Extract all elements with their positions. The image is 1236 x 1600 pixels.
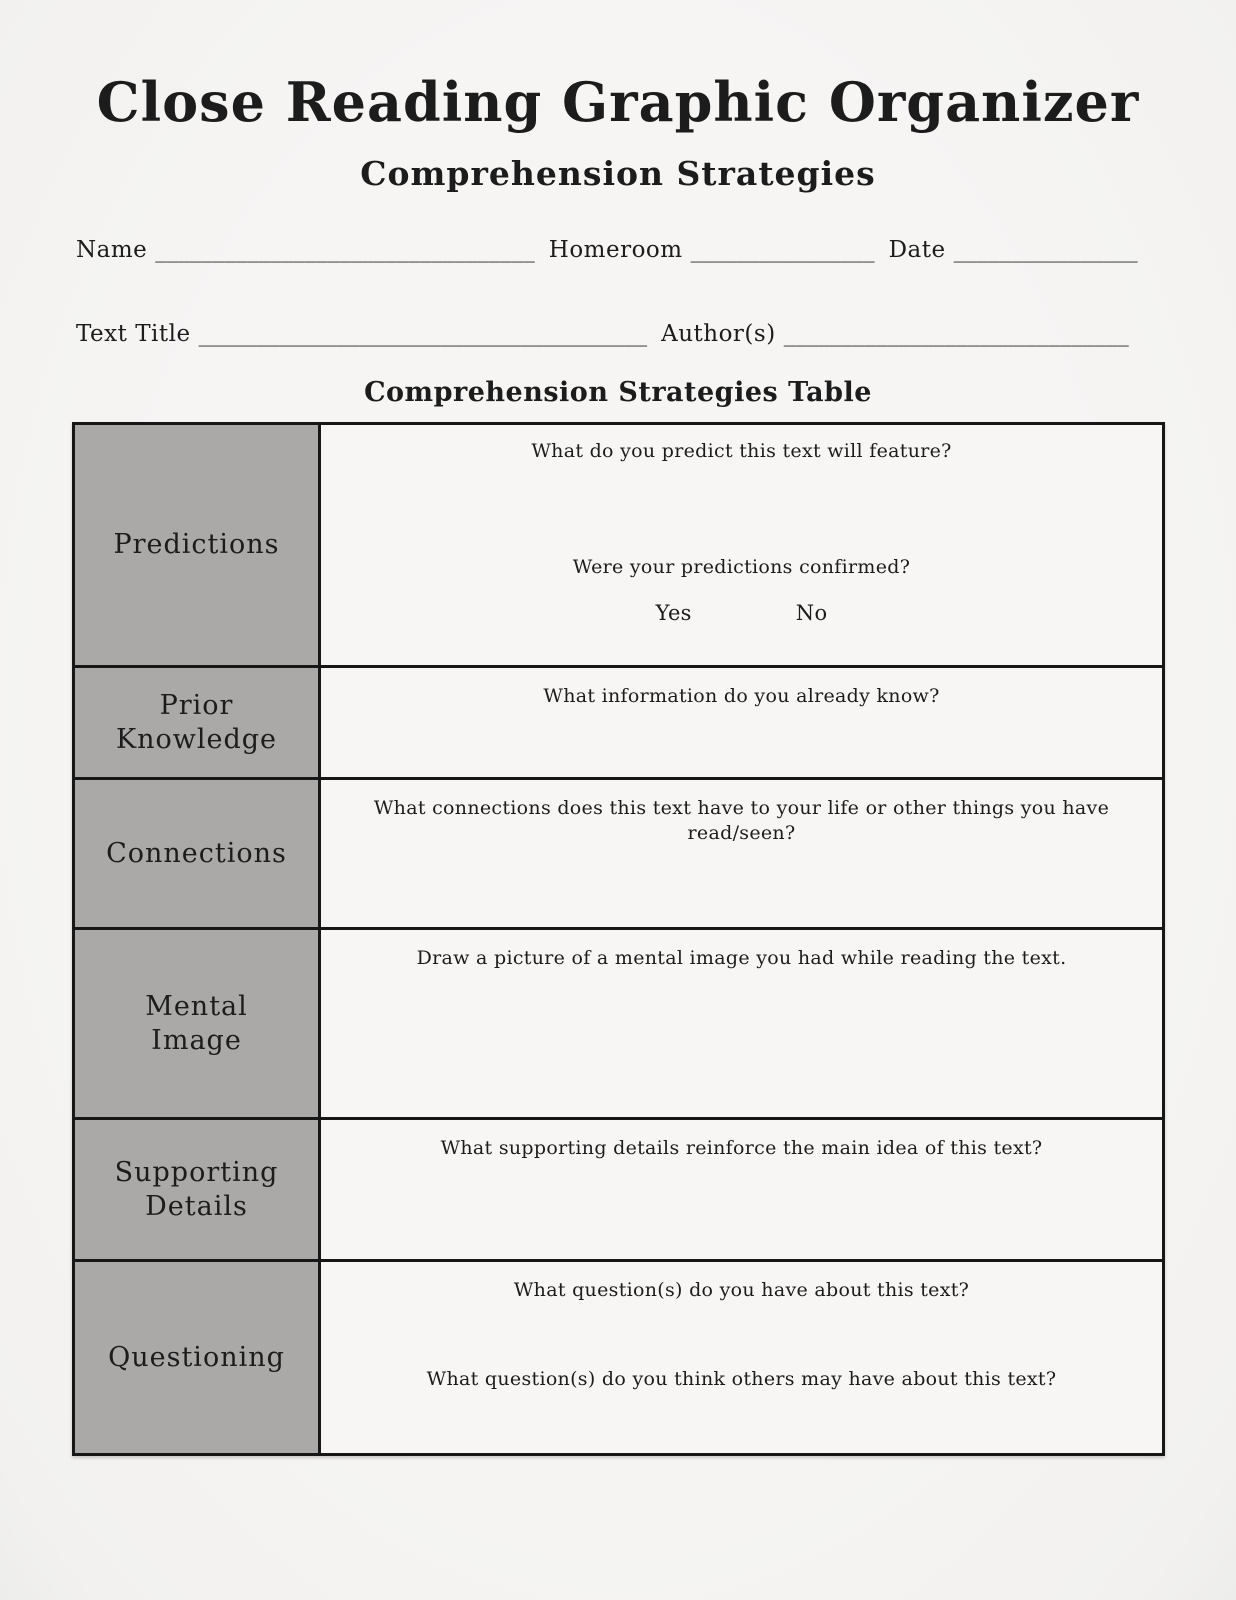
- option-no: No: [795, 600, 828, 625]
- row-header-questioning: Questioning: [75, 1262, 321, 1453]
- page-subtitle: Comprehension Strategies: [360, 154, 876, 193]
- homeroom-blank-line: ________________: [690, 237, 875, 263]
- option-yes: Yes: [655, 600, 692, 625]
- table-row-connections: [75, 777, 1162, 927]
- predictions-cell: [321, 425, 1162, 665]
- text-title-label: Text Title: [76, 321, 191, 347]
- page-title: Close Reading Graphic Organizer: [96, 70, 1140, 134]
- supporting-details-cell: [321, 1120, 1162, 1259]
- mental-image-question: Draw a picture of a mental image you had while reading the text.: [416, 947, 1067, 969]
- authors-label: Author(s): [661, 321, 776, 347]
- name-blank-line: _________________________________: [155, 237, 535, 263]
- predictions-question-2: Were your predictions confirmed?: [572, 556, 911, 579]
- questioning-question-2: What question(s) do you think others may have about this text?: [426, 1367, 1057, 1390]
- connections-question: What connections does this text have to your life or other things you have read/seen?: [373, 797, 1110, 844]
- authors-blank-line: ______________________________: [783, 321, 1129, 347]
- text-title-author-row: [76, 321, 1236, 347]
- name-label: Name: [76, 237, 148, 263]
- comprehension-strategies-table: [72, 422, 1165, 1456]
- table-row-prior-knowledge: [75, 665, 1162, 777]
- table-row-questioning: [75, 1259, 1162, 1453]
- date-blank-line: ________________: [953, 237, 1138, 263]
- row-header-supporting-details: Supporting Details: [75, 1120, 321, 1259]
- homeroom-label: Homeroom: [548, 237, 683, 263]
- table-row-predictions: [75, 425, 1162, 665]
- table-row-mental-image: [75, 927, 1162, 1117]
- prior-knowledge-question: What information do you already know?: [543, 685, 940, 707]
- row-header-predictions: Predictions: [75, 425, 321, 665]
- questioning-question-1: What question(s) do you have about this text?: [513, 1279, 970, 1301]
- row-header-prior-knowledge: Prior Knowledge: [75, 668, 321, 777]
- mental-image-cell: [321, 930, 1162, 1117]
- connections-cell: [321, 780, 1162, 927]
- questioning-cell: [321, 1262, 1162, 1453]
- predictions-question-1: What do you predict this text will feature?: [531, 440, 952, 462]
- row-header-connections: Connections: [75, 780, 321, 927]
- prior-knowledge-cell: [321, 668, 1162, 777]
- row-header-mental-image: Mental Image: [75, 930, 321, 1117]
- yes-no-options: [656, 600, 828, 627]
- date-label: Date: [888, 237, 946, 263]
- table-row-supporting-details: [75, 1117, 1162, 1259]
- name-homeroom-date-row: [76, 237, 1236, 263]
- table-caption: Comprehension Strategies Table: [364, 377, 872, 408]
- supporting-details-question: What supporting details reinforce the main idea of this text?: [440, 1137, 1043, 1159]
- text-title-blank-line: _______________________________________: [198, 321, 648, 347]
